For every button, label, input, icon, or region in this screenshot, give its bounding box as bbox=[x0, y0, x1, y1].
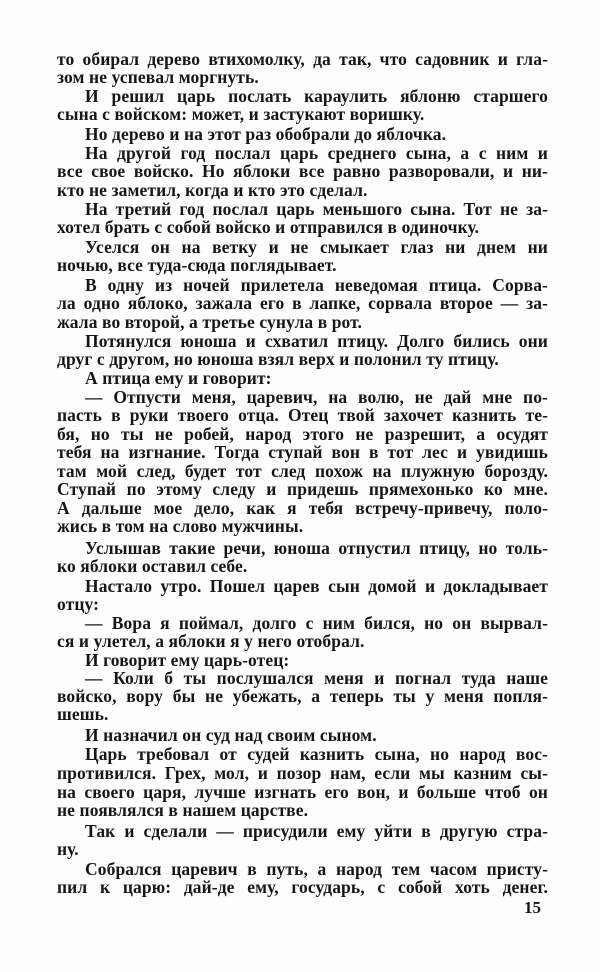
text-line: Ступай по этому следу и придешь прямехонько ко мне. bbox=[57, 479, 548, 499]
text-line: И говорит ему царь-отец: bbox=[85, 650, 290, 670]
text-line: На третий год послал царь меньшого сына. Тот не за- bbox=[85, 199, 548, 219]
text-line: друг с другом, но юноша взял верх и полонил ту птицу. bbox=[57, 349, 499, 369]
text-line: — Отпусти меня, царевич, на волю, не дай мне по- bbox=[85, 387, 548, 407]
text-line: на своего царя, лучше изгнать его вон, и больше чтоб он bbox=[57, 782, 548, 802]
text-line: И решил царь послать караулить яблоню старшего bbox=[85, 86, 548, 106]
text-line: сына с войском: может, и застукают воришку. bbox=[57, 104, 425, 124]
text-line: Настало утро. Пошел царев сын домой и докладывает bbox=[85, 576, 548, 596]
text-line: — Коли б ты послушался меня и погнал туда наше bbox=[85, 668, 548, 688]
text-line: Но дерево и на этот раз обобрали до яблочка. bbox=[85, 124, 447, 144]
text-line: И назначил он суд над своим сыном. bbox=[85, 725, 377, 745]
text-line: Собрался царевич в путь, а народ тем часом присту- bbox=[85, 859, 548, 879]
text-line: зом не успевал моргнуть. bbox=[57, 67, 259, 87]
text-line: В одну из ночей прилетела неведомая птица. Сорва- bbox=[85, 275, 548, 295]
text-line: А дальше мое дело, как я тебя встречу-привечу, поло- bbox=[57, 498, 548, 518]
text-line: не появлялся в нашем царстве. bbox=[57, 800, 309, 820]
text-line: то обирал дерево втихомолку, да так, что садовник и гла- bbox=[57, 49, 548, 69]
text-line: шешь. bbox=[57, 704, 109, 724]
text-line: ночью, все туда-сюда поглядывает. bbox=[57, 255, 337, 275]
text-line: противился. Грех, мол, и позор нам, если мы казним сы- bbox=[57, 763, 548, 783]
text-line: там мой след, будет тот след похож на плужную борозду. bbox=[57, 461, 548, 481]
text-line: ла одно яблоко, зажала его в лапке, сорвала второе — за- bbox=[57, 293, 548, 313]
text-line: — Вора я поймал, долго с ним бился, но он вырвал- bbox=[85, 613, 548, 633]
text-line: все свое войско. Но яблоки все равно разворовали, и ни- bbox=[57, 161, 548, 181]
text-line: тебя на изгнание. Тогда ступай вон в тот лес и увидишь bbox=[57, 442, 548, 462]
text-line: кто не заметил, когда и кто это сделал. bbox=[57, 180, 368, 200]
text-line: пасть в руки твоего отца. Отец твой захочет казнить те- bbox=[57, 405, 548, 425]
text-line: бя, но ты не робей, народ этого не разрешит, а осудят bbox=[57, 424, 548, 444]
text-line: отцу: bbox=[57, 594, 100, 614]
text-line: А птица ему и говорит: bbox=[85, 368, 272, 388]
text-line: На другой год послал царь среднего сына, а с ним и bbox=[85, 143, 548, 163]
text-line: войско, вору бы не убежать, а теперь ты у меня попля- bbox=[57, 686, 548, 706]
text-line: Так и сделали — присудили ему уйти в другую стра- bbox=[85, 821, 548, 841]
text-line: ся и улетел, а яблоки я у него отобрал. bbox=[57, 631, 365, 651]
text-line: ну. bbox=[57, 839, 79, 859]
text-line: Потянулся юноша и схватил птицу. Долго бились они bbox=[85, 331, 548, 351]
text-line: хотел брать с собой войско и отправился в одиночку. bbox=[57, 217, 480, 237]
text-line: жись в том на слово мужчины. bbox=[57, 516, 304, 536]
text-line: пил к царю: дай-де ему, государь, с собой хоть денег. bbox=[57, 877, 548, 897]
text-line: Уселся он на ветку и не смыкает глаз ни днем ни bbox=[85, 237, 548, 257]
text-line: Царь требовал от судей казнить сына, но народ вос- bbox=[85, 744, 548, 764]
text-line: жала во второй, а третье сунула в рот. bbox=[57, 312, 363, 332]
text-line: Услышав такие речи, юноша отпустил птицу, но толь- bbox=[85, 538, 548, 558]
page-number: 15 bbox=[524, 898, 541, 917]
text-line: ко яблоки оставил себе. bbox=[57, 556, 248, 576]
